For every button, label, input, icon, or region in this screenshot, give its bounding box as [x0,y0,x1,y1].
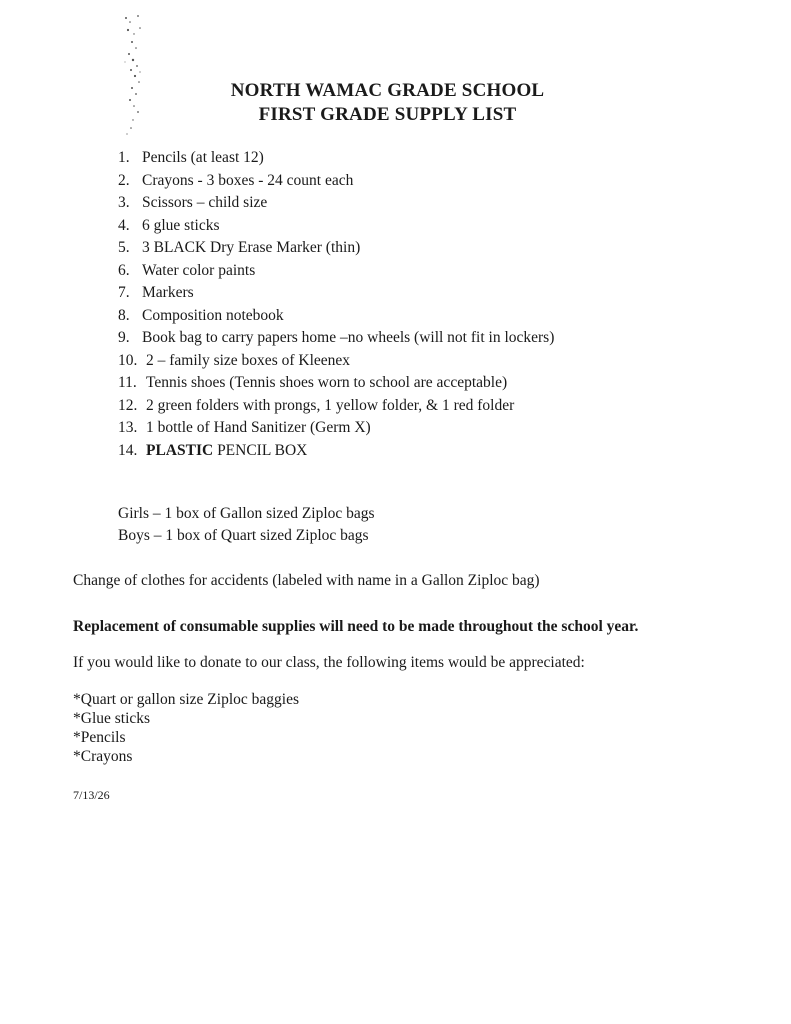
donation-item: *Quart or gallon size Ziploc baggies [73,691,299,708]
list-item: 8. Composition notebook [118,306,284,324]
list-item: 3. Scissors – child size [118,194,268,211]
list-item: 6. Water color paints [118,261,256,279]
list-item: 2. Crayons - 3 boxes - 24 count each [118,171,354,189]
list-item: 13. 1 bottle of Hand Sanitizer (Germ X) [118,419,371,436]
boys-bag-note: Boys – 1 box of Quart sized Ziploc bags [118,527,369,544]
girls-bag-note: Girls – 1 box of Gallon sized Ziploc bags [118,505,375,522]
list-item: 9. Book bag to carry papers home –no wheels (will not fit in lockers) [118,329,555,346]
list-item: 11. Tennis shoes (Tennis shoes worn to school are acceptable) [118,374,508,391]
donation-item: *Crayons [73,748,133,765]
list-item: 4. 6 glue sticks [118,216,220,234]
donation-item: *Pencils [73,729,126,746]
list-item: 5. 3 BLACK Dry Erase Marker (thin) [118,239,361,256]
school-name: NORTH WAMAC GRADE SCHOOL [230,80,545,101]
donate-intro: If you would like to donate to our class, the following items would be appreciated: [73,654,585,671]
donation-item: *Glue sticks [73,710,151,727]
list-item: 7. Markers [118,284,194,301]
clothes-note: Change of clothes for accidents (labeled with name in a Gallon Ziploc bag) [73,572,540,589]
list-item: 12. 2 green folders with prongs, 1 yellow folder, & 1 red folder [118,396,515,414]
list-title: FIRST GRADE SUPPLY LIST [258,104,517,125]
replacement-note: Replacement of consumable supplies will need to be made throughout the school year. [73,618,639,635]
list-item: 1. Pencils (at least 12) [118,149,264,166]
document-date: 7/13/26 [73,788,110,802]
supply-list [118,147,554,462]
list-item: 14. PLASTIC PENCIL BOX [118,441,308,459]
list-item: 10. 2 – family size boxes of Kleenex [118,351,351,369]
